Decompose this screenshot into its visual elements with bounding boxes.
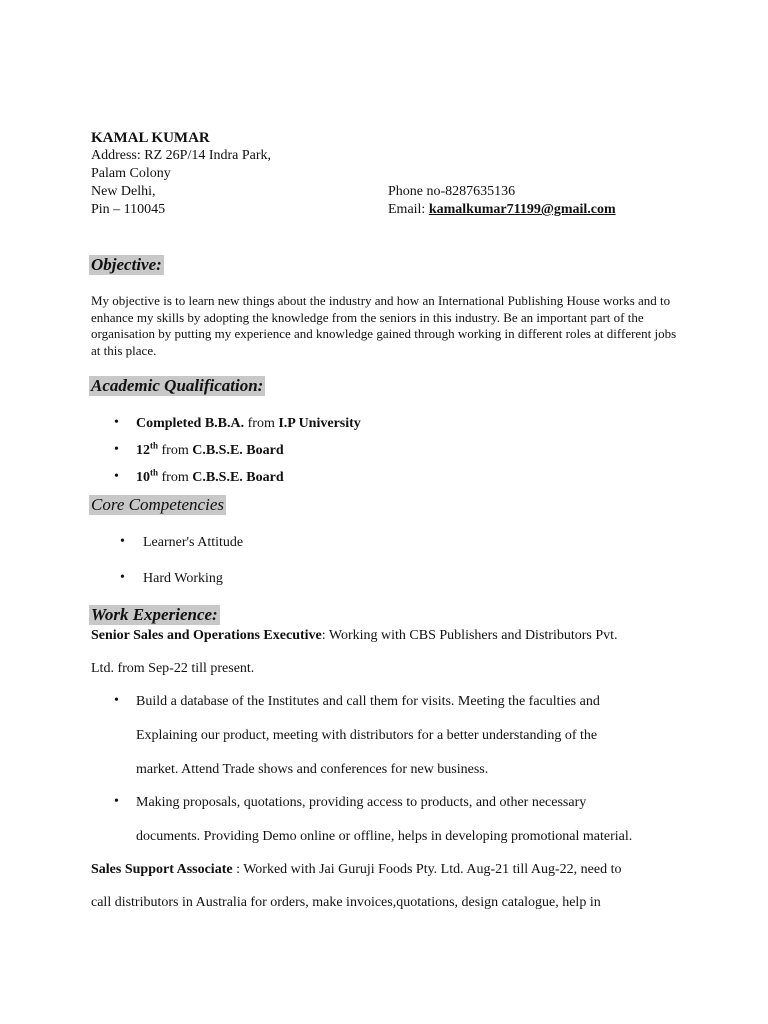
- job1-bullet2-line: documents. Providing Demo online or offline, helps in developing promotional material.: [136, 829, 633, 844]
- email-row: [388, 201, 616, 219]
- academic-item-degree: Completed B.B.A.: [136, 416, 245, 431]
- bullet-icon: •: [114, 693, 119, 708]
- job1-description: : Working with CBS Publishers and Distributors Pvt.: [321, 628, 618, 643]
- job1-line2: Ltd. from Sep-22 till present.: [91, 661, 255, 676]
- academic-item-bba: [136, 415, 361, 433]
- job1-bullet2-line: Making proposals, quotations, providing access to products, and other necessary: [136, 795, 587, 810]
- bullet-icon: •: [120, 534, 125, 549]
- academic-heading: Academic Qualification:: [91, 376, 264, 395]
- email-link[interactable]: kamalkumar71199@gmail.com: [428, 202, 616, 217]
- job1-bullet1-line: Build a database of the Institutes and call them for visits. Meeting the faculties and: [136, 694, 600, 709]
- bullet-icon: •: [114, 415, 119, 430]
- academic-item-from: from: [244, 416, 279, 431]
- bullet-icon: •: [114, 794, 119, 809]
- academic-item-from: from: [158, 470, 193, 485]
- academic-item-sup: th: [150, 440, 159, 451]
- email-label: Email:: [388, 202, 429, 217]
- job2-line1: [91, 861, 622, 879]
- academic-item-institution: C.B.S.E. Board: [192, 470, 284, 485]
- job1-bullet1-line: Explaining our product, meeting with distributors for a better understanding of the: [136, 728, 598, 743]
- academic-item-degree: 12: [136, 443, 150, 458]
- job2-title: Sales Support Associate: [91, 862, 233, 877]
- objective-heading: Objective:: [91, 255, 162, 274]
- work-heading: Work Experience:: [91, 605, 218, 624]
- bullet-icon: •: [120, 570, 125, 585]
- competency-item: Learner's Attitude: [143, 535, 244, 550]
- address-line-3: New Delhi,: [91, 184, 156, 199]
- job2-description: : Worked with Jai Guruji Foods Pty. Ltd. Aug-21 till Aug-22, need to: [232, 862, 622, 877]
- objective-text: My objective is to learn new things about the industry and how an International Publishing House works and to enhance my skills by adopting the knowledge from the seniors in this industry. Be an important part of the organisation by putting my experience and knowledge gained through working in different roles at different jobs at this place.: [91, 293, 677, 358]
- bullet-icon: •: [114, 442, 119, 457]
- academic-item-from: from: [158, 443, 193, 458]
- job1-title: Senior Sales and Operations Executive: [91, 628, 322, 643]
- job2-line2: call distributors in Australia for orders, make invoices,quotations, design catalogue, help in: [91, 895, 601, 910]
- academic-item-12th: [136, 442, 284, 460]
- competency-item: Hard Working: [143, 571, 223, 586]
- academic-item-institution: C.B.S.E. Board: [192, 443, 284, 458]
- academic-item-degree: 10: [136, 470, 150, 485]
- job1-bullet1-line: market. Attend Trade shows and conferences for new business.: [136, 762, 489, 777]
- phone-number: Phone no-8287635136: [388, 184, 516, 199]
- job1-line1: [91, 627, 618, 645]
- academic-item-sup: th: [150, 467, 159, 478]
- competencies-heading: Core Competencies: [91, 495, 224, 514]
- address-line-2: Palam Colony: [91, 166, 171, 181]
- academic-item-institution: I.P University: [278, 416, 361, 431]
- academic-item-10th: [136, 469, 284, 487]
- pin-code: Pin – 110045: [91, 202, 166, 217]
- bullet-icon: •: [114, 469, 119, 484]
- address-line-1: Address: RZ 26P/14 Indra Park,: [91, 148, 272, 163]
- candidate-name: KAMAL KUMAR: [91, 130, 210, 146]
